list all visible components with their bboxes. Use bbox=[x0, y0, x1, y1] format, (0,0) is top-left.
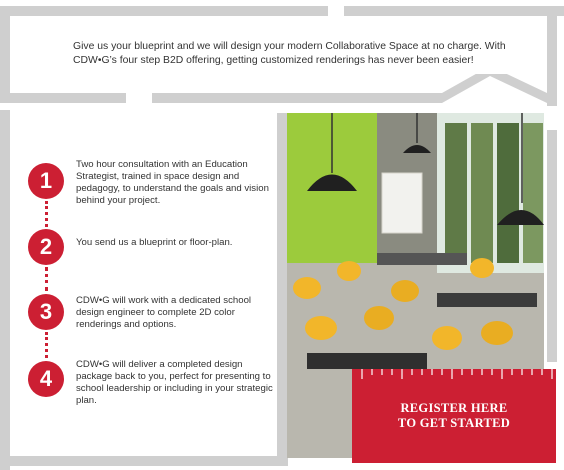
wall-top-right bbox=[344, 6, 564, 16]
step-connector-2 bbox=[45, 267, 48, 291]
wall-mid-right bbox=[152, 93, 442, 103]
register-button[interactable] bbox=[352, 369, 556, 463]
register-button-label bbox=[352, 401, 556, 431]
register-button-line1: REGISTER HERE bbox=[400, 401, 508, 415]
wall-left-upper bbox=[0, 6, 10, 102]
step-2-text: You send us a blueprint or floor-plan. bbox=[76, 237, 233, 248]
step-3-badge: 3 bbox=[28, 294, 64, 330]
register-button-line2: TO GET STARTED bbox=[397, 416, 511, 430]
wall-top-left bbox=[0, 6, 328, 16]
step-4-badge: 4 bbox=[28, 361, 64, 397]
wall-left-lower bbox=[0, 110, 10, 470]
wall-mid-left bbox=[0, 93, 126, 103]
intro-text: Give us your blueprint and we will design your modern Collaborative Space at no charge. With CDW•G’s four step B2D offering, getting customized renderings has never been easier! bbox=[73, 41, 506, 66]
step-2-badge: 2 bbox=[28, 229, 64, 265]
step-1-badge: 1 bbox=[28, 163, 64, 199]
step-connector-3 bbox=[45, 332, 48, 358]
step-1-text: Two hour consultation with an Education Strategist, trained in space design and pedagogy, to understand the goals and vision behind your project. bbox=[76, 159, 269, 206]
wall-right-lower bbox=[547, 130, 557, 362]
wall-bottom bbox=[0, 456, 288, 466]
wall-divider bbox=[277, 113, 287, 458]
step-connector-1 bbox=[45, 201, 48, 227]
ruler-ticks-icon bbox=[352, 369, 556, 389]
step-4-text: CDW•G will deliver a completed design package back to you, perfect for presenting to school leadership or including in your strategic plan. bbox=[76, 359, 273, 406]
wall-angle bbox=[442, 74, 552, 110]
step-3-text: CDW•G will work with a dedicated school design engineer to complete 2D color renderings and options. bbox=[76, 295, 252, 330]
